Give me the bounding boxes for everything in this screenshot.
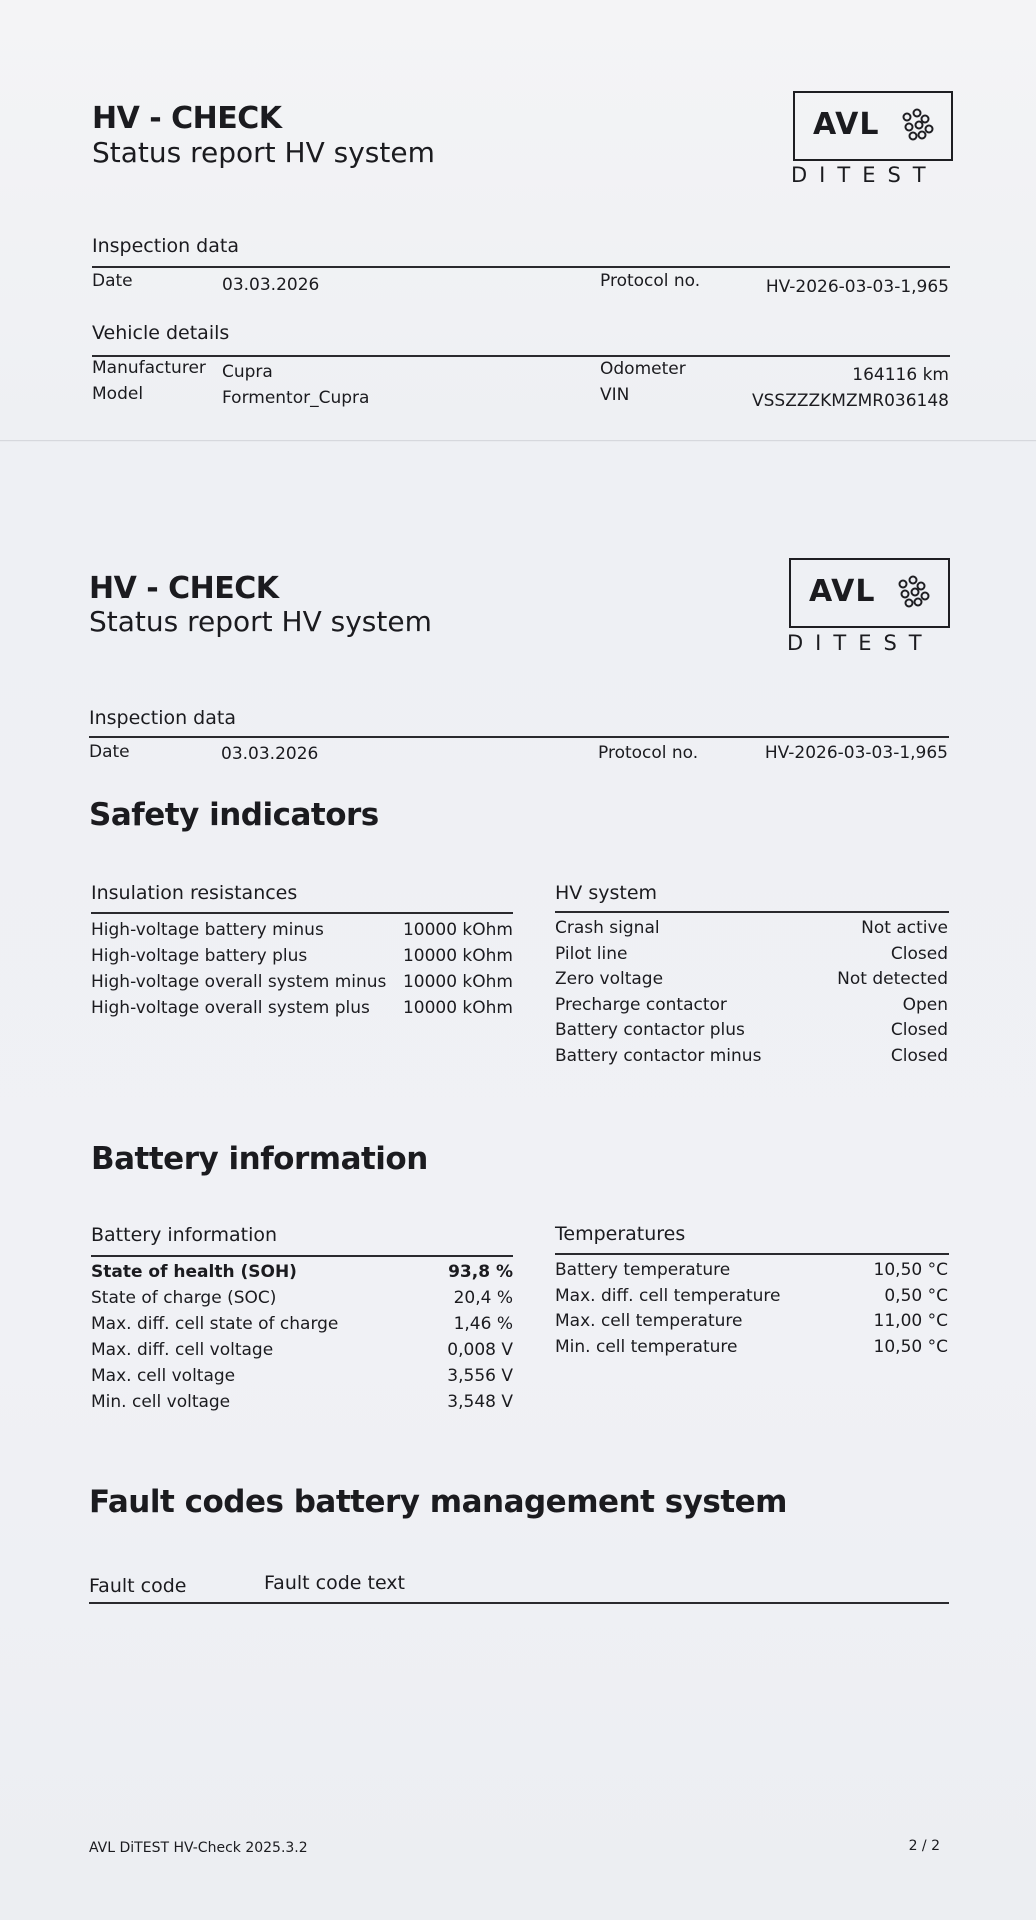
avl-logo-text: AVL [813,107,880,142]
avl-logo [793,91,953,161]
row-label: Max. cell temperature [555,1311,743,1332]
row-label: Max. cell voltage [91,1366,236,1386]
page-number: 2 / 2 [908,1838,940,1854]
divider [89,1602,949,1604]
insulation-heading: Insulation resistances [91,882,298,904]
hv-system-heading: HV system [555,882,658,904]
protocol-label: Protocol no. [598,743,699,763]
fault-codes-heading: Fault codes battery management system [89,1484,787,1520]
row-value: Closed [890,1046,948,1066]
row-label: State of charge (SOC) [91,1288,277,1308]
row-label: Max. diff. cell state of charge [91,1314,339,1334]
divider [91,1255,513,1257]
divider [92,266,950,268]
divider [555,911,949,913]
row-value: 10000 kOhm [402,946,513,966]
row-value: 11,00 °C [873,1311,948,1332]
avl-logo-text: AVL [809,574,876,609]
avl-logo [789,558,950,628]
row-value: Not detected [837,969,948,990]
row-label: High-voltage battery plus [91,946,308,966]
protocol-label: Protocol no. [600,271,701,291]
vehicle-details-heading: Vehicle details [92,322,230,344]
row-value: 3,548 V [447,1392,513,1412]
vin-value: VSSZZZKMZMR036148 [752,391,949,411]
model-value: Formentor_Cupra [222,388,370,408]
row-label: High-voltage overall system minus [91,972,387,992]
avl-dots-icon [891,572,935,612]
report-subtitle: Status report HV system [89,605,432,638]
divider [91,912,513,914]
avl-dots-icon [895,105,939,145]
row-label: Battery contactor minus [555,1046,762,1066]
row-value: 10000 kOhm [402,920,513,940]
fault-code-column-header: Fault code [89,1575,187,1597]
row-label: Zero voltage [555,969,664,990]
divider [89,736,949,738]
row-value: Closed [890,1020,948,1041]
row-label: Precharge contactor [555,994,727,1015]
vin-label: VIN [600,385,630,405]
ditest-wordmark: DITEST [787,631,934,655]
row-value: 10000 kOhm [402,972,513,992]
temperatures-heading: Temperatures [555,1223,686,1245]
row-label: High-voltage battery minus [91,920,324,940]
battery-info-subheading: Battery information [91,1224,278,1246]
protocol-value: HV-2026-03-03-1,965 [765,277,949,297]
model-label: Model [92,384,144,404]
fault-code-text-column-header: Fault code text [264,1572,405,1594]
row-label: Min. cell voltage [91,1392,231,1412]
report-title: HV - CHECK [92,101,282,136]
row-label: State of health (SOH) [91,1262,297,1282]
row-value: 20,4 % [453,1288,513,1308]
row-value: 1,46 % [453,1314,513,1334]
date-value: 03.03.2026 [221,744,319,764]
row-value: 0,50 °C [884,1285,948,1306]
divider [92,355,950,357]
report-sheet-1 [0,0,1036,441]
row-label: High-voltage overall system plus [91,998,370,1018]
protocol-value: HV-2026-03-03-1,965 [764,743,948,763]
report-subtitle: Status report HV system [92,136,435,169]
row-label: Min. cell temperature [555,1336,738,1357]
odometer-label: Odometer [600,359,686,379]
row-label: Pilot line [555,943,628,964]
footer-version: AVL DiTEST HV-Check 2025.3.2 [89,1840,308,1856]
date-label: Date [92,271,133,291]
row-value: 10,50 °C [873,1336,948,1357]
row-label: Battery contactor plus [555,1020,745,1041]
safety-indicators-heading: Safety indicators [89,797,379,833]
row-value: Not active [861,918,948,938]
report-sheet-2 [0,442,1036,1920]
inspection-data-heading: Inspection data [89,707,236,729]
odometer-value: 164116 km [852,365,949,385]
row-value: 10000 kOhm [402,998,513,1018]
row-label: Max. diff. cell temperature [555,1285,781,1306]
row-value: 93,8 % [448,1262,513,1282]
row-label: Max. diff. cell voltage [91,1340,274,1360]
manufacturer-value: Cupra [222,362,273,382]
row-label: Battery temperature [555,1260,731,1280]
inspection-data-heading: Inspection data [92,235,239,257]
report-title: HV - CHECK [89,571,279,606]
manufacturer-label: Manufacturer [92,358,206,378]
row-value: Open [902,994,948,1015]
battery-information-heading: Battery information [91,1141,428,1177]
ditest-wordmark: DITEST [791,163,938,187]
date-value: 03.03.2026 [222,275,320,295]
row-value: 3,556 V [447,1366,513,1386]
row-label: Crash signal [555,918,660,938]
divider [555,1253,949,1255]
row-value: 0,008 V [447,1340,513,1360]
row-value: Closed [890,943,948,964]
row-value: 10,50 °C [873,1260,948,1280]
date-label: Date [89,742,130,762]
